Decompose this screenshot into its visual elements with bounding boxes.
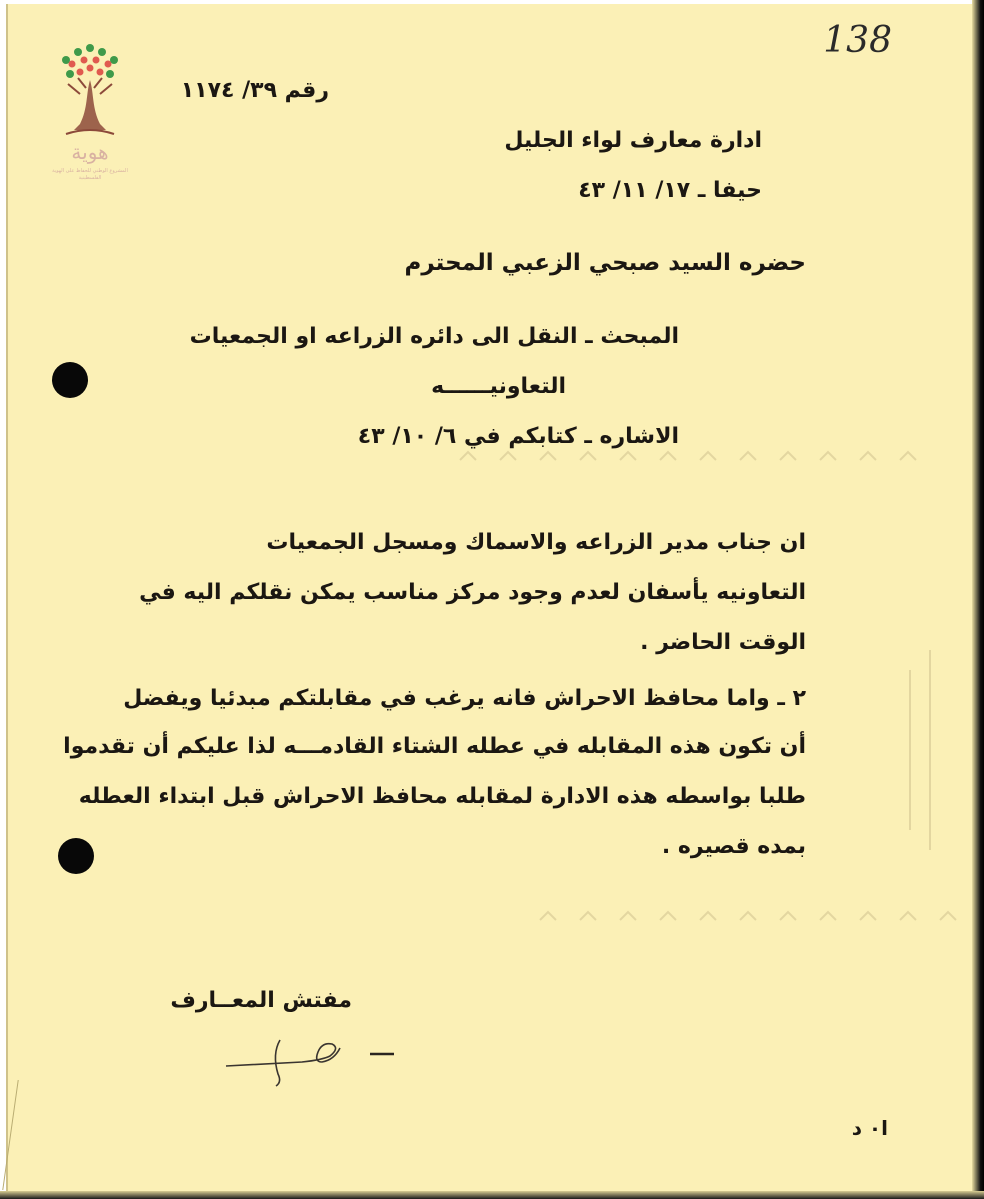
body-line: بمده قصيره . <box>661 834 806 859</box>
body-line: ٢ ـ واما محافظ الاحراش فانه يرغب في مقابلتكم مبدئيا ويفضل <box>123 686 806 711</box>
handwritten-signature <box>222 1028 402 1088</box>
body-line: ان جناب مدير الزراعه والاسماك ومسجل الجمعيات <box>266 530 806 555</box>
body-line: التعاونيه يأسفان لعدم وجود مركز مناسب يمكن نقلكم اليه في <box>139 580 806 605</box>
sender-place-date: حيفا ـ ١٧/ ١١/ ٤٣ <box>578 178 762 203</box>
body-line: طلبا بواسطه هذه الادارة لمقابله محافظ الاحراش قبل ابتداء العطله <box>78 784 806 809</box>
punch-hole-top <box>52 362 88 398</box>
logo-subtitle: المشروع الوطني للحفاظ على الهوية الفلسطينية <box>52 168 128 181</box>
body-line: أن تكون هذه المقابله في عطله الشتاء القادمـــه لذا عليكم أن تقدموا <box>63 734 806 759</box>
reference-number: رقم ٣٩/ ١١٧٤ <box>180 78 329 103</box>
punch-hole-bottom <box>58 838 94 874</box>
body-line: الوقت الحاضر . <box>640 630 806 655</box>
footer-code: ا٠ د <box>851 1116 888 1140</box>
family-tree-icon <box>50 38 130 188</box>
addressee-line: حضره السيد صبحي الزعبي المحترم <box>404 250 806 276</box>
scan-edge-bottom <box>0 1191 984 1199</box>
subject-line: المبحث ـ النقل الى دائره الزراعه او الجمعيات <box>189 324 679 349</box>
archive-number: 138 <box>823 20 892 61</box>
signatory-title: مفتش المعــارف <box>170 988 352 1013</box>
logo-wordmark: هوية <box>71 140 109 164</box>
reference-line: الاشاره ـ كتابكم في ٦/ ١٠/ ٤٣ <box>357 424 679 449</box>
sender-office: ادارة معارف لواء الجليل <box>504 128 762 153</box>
subject-line-continued: التعاونيــــــه <box>431 374 566 399</box>
scan-edge-right <box>972 0 984 1199</box>
